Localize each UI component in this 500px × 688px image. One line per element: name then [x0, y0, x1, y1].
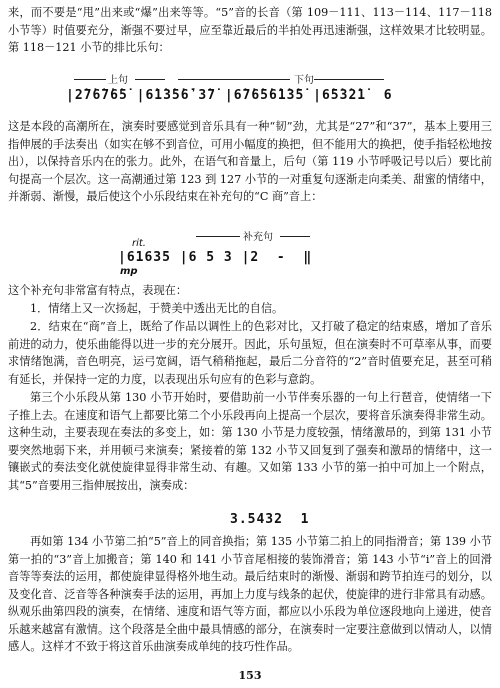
upper-phrase-bracket-left: [74, 79, 106, 80]
lower-phrase-label: 下句: [294, 75, 314, 86]
supplementary-phrase-label: 补充句: [243, 232, 273, 243]
lower-phrase-bracket-left: [178, 79, 290, 80]
page-number: 153: [238, 669, 262, 682]
paragraph-3: 这个补充句非常富有特点，表现在：: [8, 284, 188, 297]
paragraph-2: 这是本段的高潮所在，演奏时要感觉到音乐具有一种“韧”劲，尤其是“27”和“37”，基本上要用三指伸展的手法奏出（如实在够不到音位，可用小幅度的换把，但不能用大的换把，使手指轻松地按出），以保持音乐内在的张力。此外，在语气和音量上，后句（第 119 小节呼吸记号以后）要比前句提高一个层次。这一高潮通过第 123 到 127 小节的一对重复句逐渐走向柔美、甜蜜的情绪中，并渐弱、渐慢，最后使这个小乐段结束在补充句的“C 商”音上：: [8, 120, 492, 203]
dynamic-mp: mp: [120, 266, 138, 277]
supp-bracket-right: [280, 236, 310, 237]
upper-phrase-label: 上句: [108, 75, 128, 86]
upper-phrase-bracket-right: [135, 79, 165, 80]
ritardando-mark: rit.: [132, 238, 146, 249]
paragraph-6: 第三个小乐段从第 130 小节开始时，要借助前一小节伴奏乐器的一句上行琶音，使情绪一下子推上去。在速度和语气上都要比第二个小乐段再向上提高一个层次，要将音乐演奏得非常生动。这种生动，主要表现在奏法的多变上，如：第 130 小节是力度较强，情绪激昂的，到第 131 小节要突然地弱下来，并用顿弓来演奏；紧接着的第 132 小节又回复到了强奏和激昂的情绪中，这一镶嵌式的奏法变化就使旋律显得非常生动、有趣。又如第 133 小节的第一拍中可加上一个附点，其“5”音要用三指伸展按出，演奏成：: [8, 391, 492, 492]
score-notes-1: |2̇7̇6̇7̇6̇5̇ |6̇1̇3̇5̇6̇ʹ3̇7̇ |6̇7̇6̇5̇6̇1̇3̇5̇ |6̇5̇3̇2̇1̇ 6: [66, 88, 393, 103]
paragraph-1: 来，而不要是“甩”出来或“爆”出来等等。“5”音的长音（第 109－111、113－114、117－118 小节等）时值要充分，渐强不要过早，应至靠近最后的半拍处再迅速渐强，这样效果才比较明显。第 118－121 小节的排比乐句：: [8, 6, 492, 54]
paragraph-5: 2．结束在“商”音上，既给了作品以调性上的色彩对比，又打破了稳定的结束感，增加了音乐前进的动力，使乐曲能得以进一步的充分展开。因此，乐句虽短，但在演奏时不可草率从事，而要求情绪饱满，音色明亮，运弓宽阔，语气稍稍拖起，最后二分音符的“2”音时值要充足，甚至可稍有延长，并保持一定的力度，以表现出乐句应有的色彩与意韵。: [8, 320, 492, 386]
score-notes-3: 3.5432 1: [230, 512, 310, 527]
supp-bracket-left: [196, 236, 240, 237]
score-notes-2: |61635 |6 5 3 |2 - ‖: [118, 250, 313, 265]
paragraph-7: 再如第 134 小节第二拍“5”音上的同音换指；第 135 小节第二拍上的同指滑音；第 139 小节第一拍的“3”音上加搬音；第 140 和 141 小节音尾相接的装饰滑音；第 143 小节“i”音上的回滑音等等奏法的运用，都使旋律显得格外地生动。最后结束时的渐慢、渐弱和跨节拍连弓的划分，以及变化音、泛音等各种演奏手法的运用，再加上力度与线条的起伏，使旋律的进行非常具有动感。纵观乐曲第四段的演奏，在情绪、速度和语气等方面，都应以小乐段为单位逐段地向上递进，使音乐越来越富有激情。这个段落是全曲中最具情感的部分，在演奏时一定要注意做到以情动人，以情感人。这样才不致于将这首乐曲演奏成单纯的技巧性作品。: [8, 535, 492, 653]
lower-phrase-bracket-right: [314, 79, 384, 80]
paragraph-4: 1．情绪上又一次扬起，于赞美中透出无比的自信。: [30, 302, 284, 315]
